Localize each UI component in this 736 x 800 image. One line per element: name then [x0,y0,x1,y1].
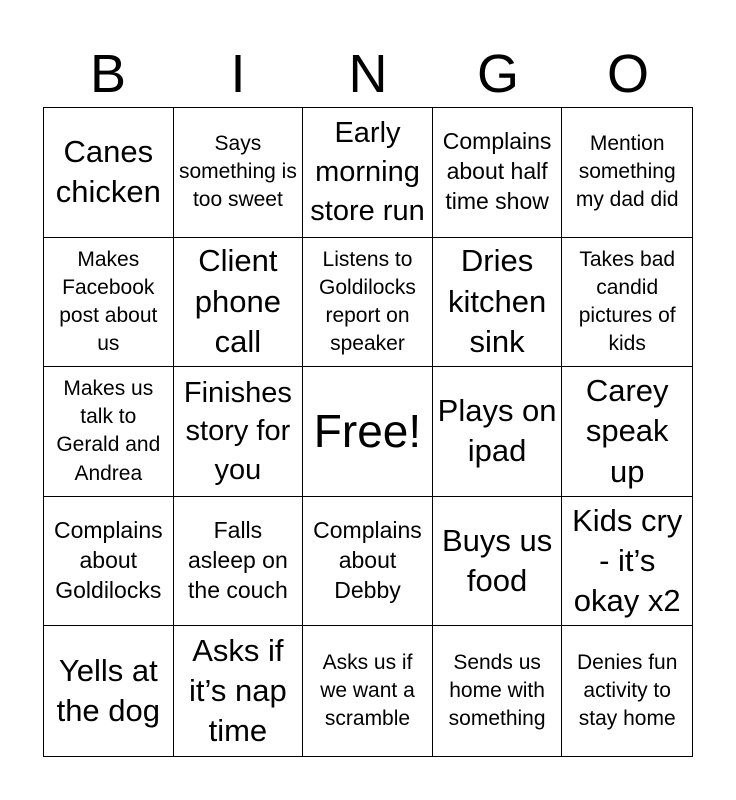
bingo-cell[interactable]: Asks us if we want a scramble [303,626,433,756]
header-letter-o: O [606,44,649,104]
header-letter-i: I [230,44,246,104]
header-letter-n: N [348,44,388,104]
bingo-cell[interactable]: Says something is too sweet [174,108,304,238]
bingo-cell[interactable]: Buys us food [433,497,563,627]
bingo-cell[interactable]: Early morning store run [303,108,433,238]
bingo-cell[interactable]: Kids cry - it’s okay x2 [562,497,692,627]
bingo-cell[interactable]: Complains about Debby [303,497,433,627]
bingo-cell[interactable]: Plays on ipad [433,367,563,497]
bingo-cell[interactable]: Sends us home with something [433,626,563,756]
bingo-cell[interactable]: Finishes story for you [174,367,304,497]
bingo-board [43,107,693,757]
bingo-cell[interactable]: Canes chicken [44,108,174,238]
bingo-cell[interactable]: Makes Facebook post about us [44,238,174,368]
bingo-cell[interactable]: Mention something my dad did [562,108,692,238]
header-letter-g: G [476,44,519,104]
free-space-cell[interactable]: Free! [303,367,433,497]
bingo-cell[interactable]: Complains about half time show [433,108,563,238]
bingo-cell[interactable]: Makes us talk to Gerald and Andrea [44,367,174,497]
bingo-cell[interactable]: Client phone call [174,238,304,368]
bingo-header [43,40,693,108]
bingo-cell[interactable]: Yells at the dog [44,626,174,756]
bingo-cell[interactable]: Asks if it’s nap time [174,626,304,756]
header-letter-b: B [89,44,127,104]
bingo-cell[interactable]: Falls asleep on the couch [174,497,304,627]
bingo-cell[interactable]: Complains about Goldilocks [44,497,174,627]
bingo-cell[interactable]: Listens to Goldilocks report on speaker [303,238,433,368]
bingo-cell[interactable]: Carey speak up [562,367,692,497]
bingo-cell[interactable]: Denies fun activity to stay home [576,651,678,731]
bingo-cell[interactable]: Takes bad candid pictures of kids [562,238,692,368]
bingo-cell[interactable]: Dries kitchen sink [433,238,563,368]
